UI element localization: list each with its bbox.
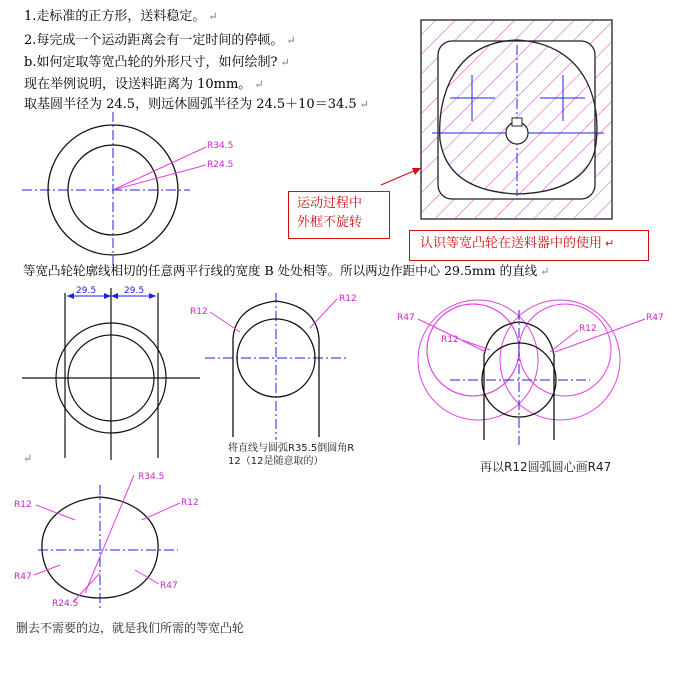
- text-line-3: b.如何定取等宽凸轮的外形尺寸，如何绘制? ↵: [24, 54, 290, 72]
- fig5-label-r345: R34.5: [138, 472, 165, 482]
- fig5-label-r245: R24.5: [52, 599, 79, 609]
- fig4-label-r47-left: R47: [397, 313, 415, 323]
- fig4-label-r47-right: R47: [646, 313, 664, 323]
- fig5-label-r47-right: R47: [160, 581, 178, 591]
- fig5-label-r12-right: R12: [181, 498, 199, 508]
- fig1-label-r245: R24.5: [207, 160, 234, 170]
- fig4-label-r12-right: R12: [579, 324, 597, 334]
- callout-cam-in-feeder: 认识等宽凸轮在送料器中的使用 ↵: [409, 230, 649, 261]
- text-line-5: 取基圆半径为 24.5，则远休圆弧半径为 24.5＋10＝34.5 ↵: [24, 96, 369, 114]
- fig3-caption: 将直线与圆弧R35.5倒圆角R 12（12是随意取的）: [228, 443, 355, 467]
- fig4-label-r12-left: R12: [441, 335, 459, 345]
- fig2-dim-right: 29.5: [124, 286, 145, 296]
- text-note: 等宽凸轮轮廓线相切的任意两平行线的宽度 B 处处相等。所以两边作距中心 29.5mm 的直线 ↵: [23, 262, 549, 281]
- text-line-2: 2.每完成一个运动距离会有一定时间的停顿。 ↵: [24, 32, 296, 50]
- text-line-1: 1.走标准的正方形，送料稳定。 ↵: [24, 8, 218, 26]
- fig5-label-r12-left: R12: [14, 500, 32, 510]
- callout-frame-not-rotating: 运动过程中 外框不旋转: [288, 191, 390, 239]
- fig5-label-r47-left: R47: [14, 572, 32, 582]
- fig4-caption: 再以R12圆弧圆心画R47: [480, 460, 612, 474]
- fig3-label-r12-left: R12: [190, 307, 208, 317]
- fig2-dim-left: 29.5: [76, 286, 97, 296]
- text-line-4: 现在举例说明，设送料距离为 10mm。 ↵: [24, 76, 264, 94]
- fig5-caption: 删去不需要的边，就是我们所需的等宽凸轮: [16, 621, 245, 635]
- fig1-label-r345: R34.5: [207, 141, 234, 151]
- fig3-label-r12-right: R12: [339, 294, 357, 304]
